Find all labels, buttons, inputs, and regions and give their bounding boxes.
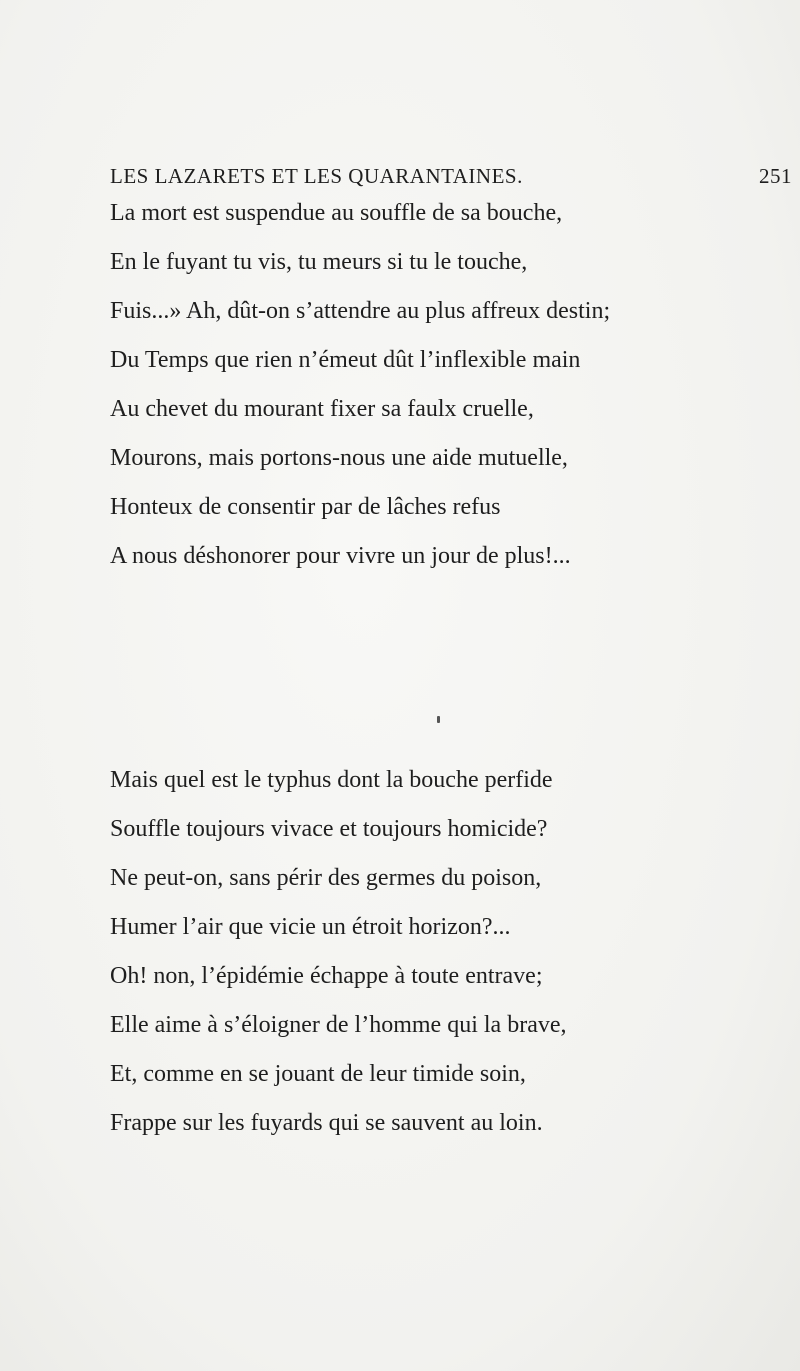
verse-line: Mais quel est le typhus dont la bouche perfide (110, 767, 553, 793)
verse-line: Souffle toujours vivace et toujours homicide? (110, 816, 548, 842)
verse-line: Fuis...» Ah, dût-on s’attendre au plus affreux destin; (110, 298, 611, 324)
verse-line: Honteux de consentir par de lâches refus (110, 494, 501, 520)
page-header (110, 164, 792, 194)
verse-line: Et, comme en se jouant de leur timide soin, (110, 1061, 526, 1087)
verse-line: Du Temps que rien n’émeut dût l’inflexible main (110, 347, 581, 373)
verse-line: Oh! non, l’épidémie échappe à toute entrave; (110, 963, 543, 989)
verse-line: Mourons, mais portons-nous une aide mutuelle, (110, 445, 568, 471)
verse-line: Au chevet du mourant fixer sa faulx cruelle, (110, 396, 534, 422)
verse-line: Humer l’air que vicie un étroit horizon?... (110, 914, 511, 940)
verse-line: Frappe sur les fuyards qui se sauvent au loin. (110, 1110, 543, 1136)
verse-line: Ne peut-on, sans périr des germes du poison, (110, 865, 542, 891)
verse-line: La mort est suspendue au souffle de sa bouche, (110, 200, 563, 226)
verse-line: A nous déshonorer pour vivre un jour de plus!... (110, 543, 571, 569)
ink-speck (437, 716, 440, 723)
verse-line: Elle aime à s’éloigner de l’homme qui la brave, (110, 1012, 567, 1038)
page-number: 251 (759, 164, 792, 188)
verse-line: En le fuyant tu vis, tu meurs si tu le touche, (110, 249, 528, 275)
running-title: LES LAZARETS ET LES QUARANTAINES. (110, 164, 523, 188)
